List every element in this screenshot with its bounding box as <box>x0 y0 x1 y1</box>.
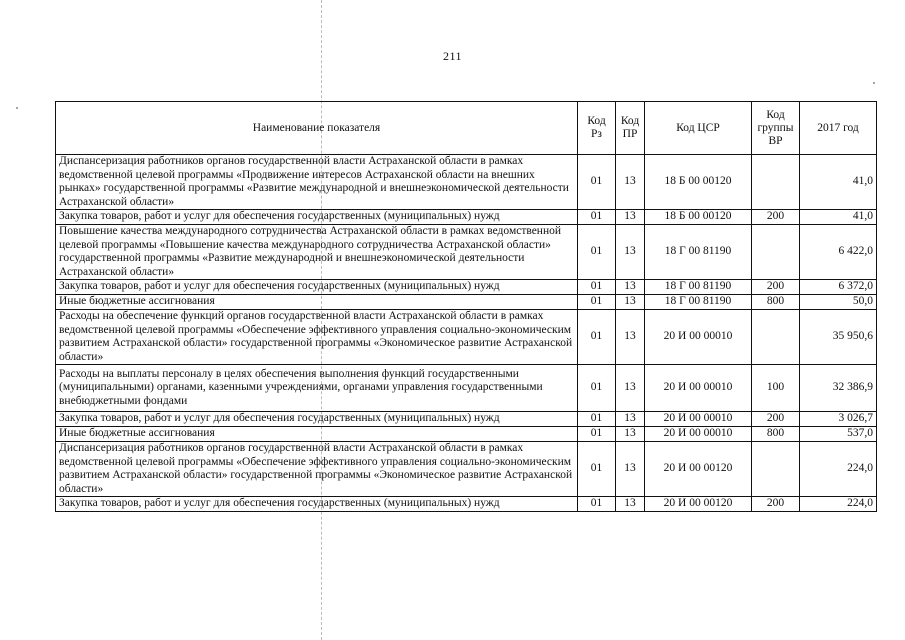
row-rz: 01 <box>578 427 616 442</box>
row-rz: 01 <box>578 225 616 280</box>
row-pr: 13 <box>616 210 645 225</box>
row-name: Закупка товаров, работ и услуг для обеспечения государственных (муниципальных) нужд <box>56 497 578 512</box>
row-sum: 41,0 <box>800 155 877 210</box>
table-row <box>56 280 877 295</box>
table-row <box>56 497 877 512</box>
row-pr: 13 <box>616 295 645 310</box>
row-name: Расходы на обеспечение функций органов государственной власти Астраханской области в рамках ведомственной целевой программы «Обеспечение эффективного управления социально-экономическим развитием Астраханской области» государственной программы «Экономическое развитие Астраханской области» <box>56 310 578 365</box>
row-pr: 13 <box>616 442 645 497</box>
row-csr: 18 Б 00 00120 <box>645 155 752 210</box>
row-csr: 18 Б 00 00120 <box>645 210 752 225</box>
row-name: Диспансеризация работников органов государственной власти Астраханской области в рамках ведомственной целевой программы «Продвижение интересов Астраханской области на внешних рынках» государственной программы «Развитие международной и внешнеэкономической деятельности Астраханской области» <box>56 155 578 210</box>
row-vr: 100 <box>752 365 800 412</box>
row-vr: 200 <box>752 497 800 512</box>
row-sum: 35 950,6 <box>800 310 877 365</box>
budget-table <box>55 101 877 512</box>
row-sum: 224,0 <box>800 442 877 497</box>
header-year: 2017 год <box>800 102 877 155</box>
table-row <box>56 225 877 280</box>
table-header-row <box>56 102 877 155</box>
table-row <box>56 442 877 497</box>
row-name: Закупка товаров, работ и услуг для обеспечения государственных (муниципальных) нужд <box>56 412 578 427</box>
row-vr <box>752 155 800 210</box>
row-sum: 224,0 <box>800 497 877 512</box>
row-vr: 200 <box>752 280 800 295</box>
row-rz: 01 <box>578 310 616 365</box>
row-pr: 13 <box>616 365 645 412</box>
row-pr: 13 <box>616 280 645 295</box>
row-csr: 20 И 00 00010 <box>645 412 752 427</box>
row-name: Диспансеризация работников органов государственной власти Астраханской области в рамках ведомственной целевой программы «Обеспечение эффективного управления социально-экономическим развитием Астраханской области» государственной программы «Экономическое развитие Астраханской области» <box>56 442 578 497</box>
table-row <box>56 295 877 310</box>
row-rz: 01 <box>578 497 616 512</box>
row-sum: 3 026,7 <box>800 412 877 427</box>
row-pr: 13 <box>616 497 645 512</box>
row-pr: 13 <box>616 310 645 365</box>
header-rz: Код Рз <box>578 102 616 155</box>
row-vr: 200 <box>752 412 800 427</box>
row-rz: 01 <box>578 412 616 427</box>
row-pr: 13 <box>616 225 645 280</box>
row-sum: 6 422,0 <box>800 225 877 280</box>
table-row <box>56 155 877 210</box>
row-pr: 13 <box>616 427 645 442</box>
row-vr <box>752 310 800 365</box>
row-vr: 800 <box>752 427 800 442</box>
row-sum: 6 372,0 <box>800 280 877 295</box>
row-vr <box>752 442 800 497</box>
row-name: Закупка товаров, работ и услуг для обеспечения государственных (муниципальных) нужд <box>56 210 578 225</box>
header-vr: Код группы ВР <box>752 102 800 155</box>
row-name: Повышение качества международного сотрудничества Астраханской области в рамках ведомственной целевой программы «Повышение качества международного сотрудничества Астраханской области» государственной программы «Развитие международной и внешнеэкономической деятельности Астраханской области» <box>56 225 578 280</box>
row-csr: 20 И 00 00010 <box>645 427 752 442</box>
row-rz: 01 <box>578 155 616 210</box>
table-row <box>56 210 877 225</box>
row-csr: 20 И 00 00120 <box>645 442 752 497</box>
row-vr <box>752 225 800 280</box>
header-csr: Код ЦСР <box>645 102 752 155</box>
table-row <box>56 365 877 412</box>
row-csr: 18 Г 00 81190 <box>645 295 752 310</box>
row-sum: 32 386,9 <box>800 365 877 412</box>
row-csr: 20 И 00 00010 <box>645 310 752 365</box>
row-vr: 200 <box>752 210 800 225</box>
row-rz: 01 <box>578 280 616 295</box>
row-sum: 50,0 <box>800 295 877 310</box>
row-rz: 01 <box>578 210 616 225</box>
row-csr: 18 Г 00 81190 <box>645 280 752 295</box>
header-name: Наименование показателя <box>56 102 578 155</box>
scan-speck <box>873 82 875 84</box>
row-name: Иные бюджетные ассигнования <box>56 427 578 442</box>
row-name: Расходы на выплаты персоналу в целях обеспечения выполнения функций государственными (муниципальными) органами, казенными учреждениями, органами управления государственными внебюджетными фондами <box>56 365 578 412</box>
row-rz: 01 <box>578 442 616 497</box>
row-sum: 537,0 <box>800 427 877 442</box>
row-rz: 01 <box>578 365 616 412</box>
row-csr: 20 И 00 00120 <box>645 497 752 512</box>
row-name: Закупка товаров, работ и услуг для обеспечения государственных (муниципальных) нужд <box>56 280 578 295</box>
row-csr: 20 И 00 00010 <box>645 365 752 412</box>
row-sum: 41,0 <box>800 210 877 225</box>
row-pr: 13 <box>616 412 645 427</box>
scan-speck <box>16 107 18 109</box>
table-row <box>56 412 877 427</box>
table-row <box>56 427 877 442</box>
row-vr: 800 <box>752 295 800 310</box>
header-pr: Код ПР <box>616 102 645 155</box>
row-rz: 01 <box>578 295 616 310</box>
row-pr: 13 <box>616 155 645 210</box>
page-number: 211 <box>442 49 463 63</box>
table-row <box>56 310 877 365</box>
row-csr: 18 Г 00 81190 <box>645 225 752 280</box>
row-name: Иные бюджетные ассигнования <box>56 295 578 310</box>
